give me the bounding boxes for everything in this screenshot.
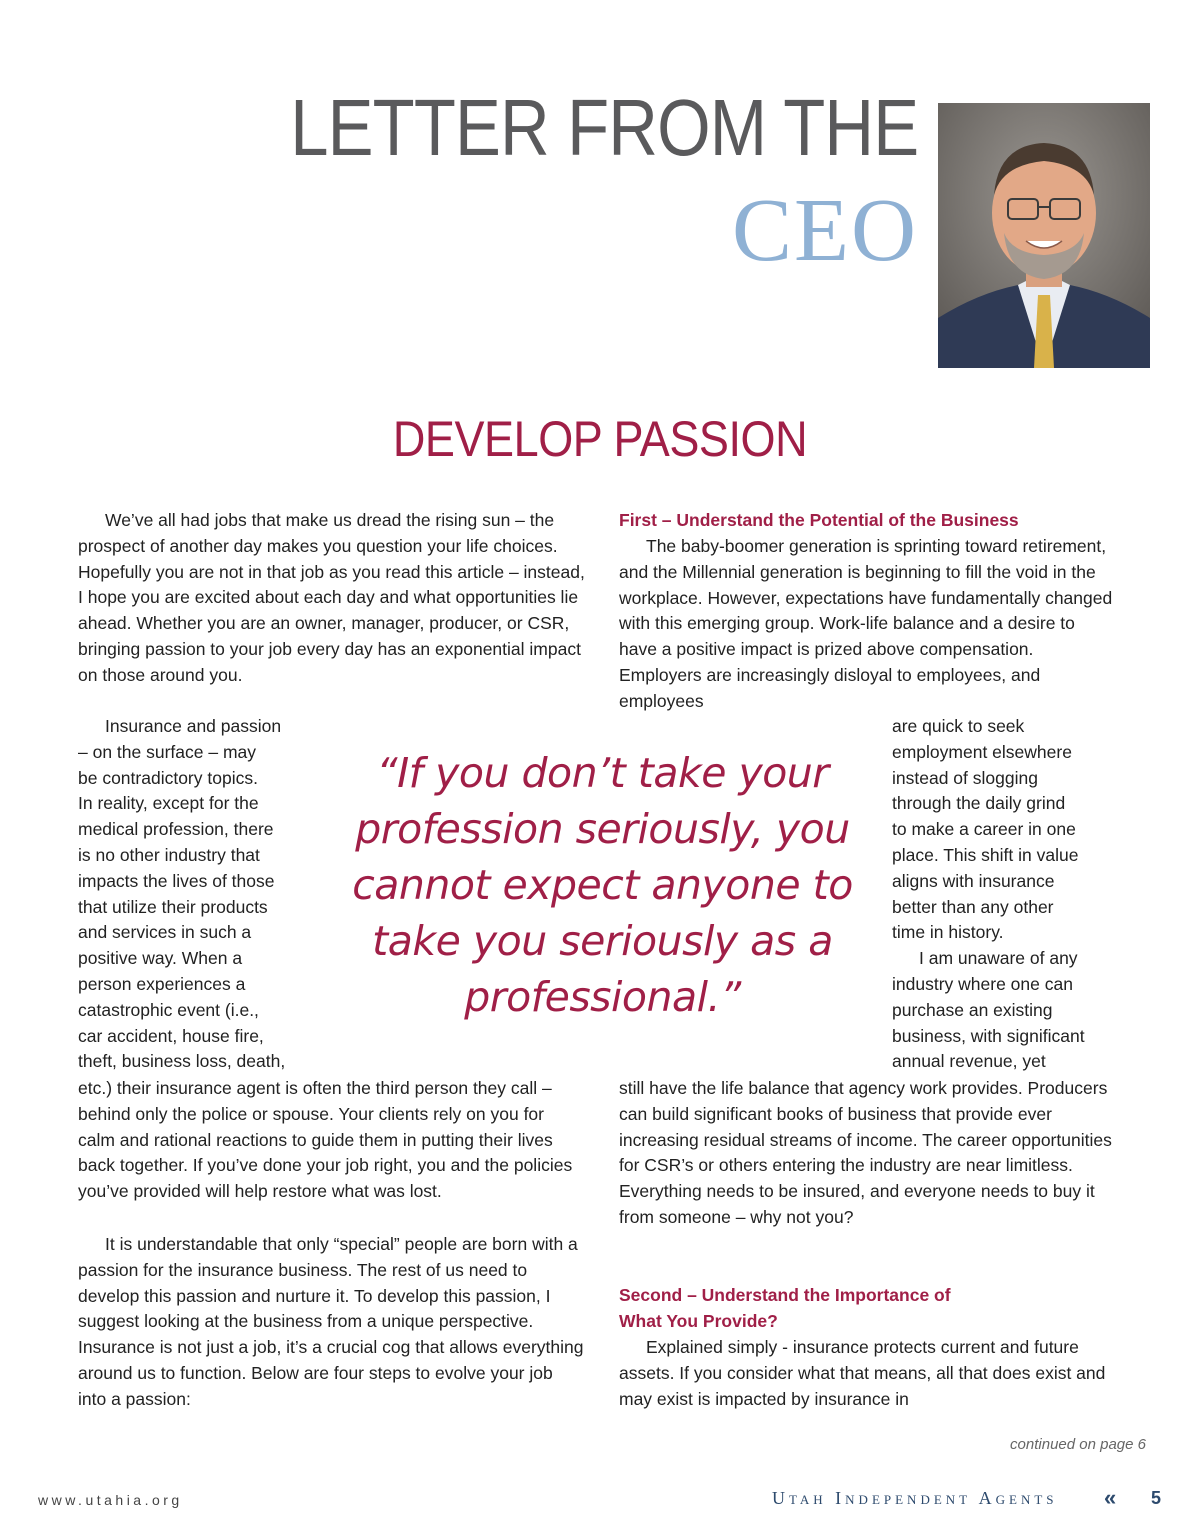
right-p1-line: through the daily grind — [892, 793, 1066, 814]
left-p2-line: and services in such a — [78, 922, 252, 943]
left-paragraph-1: We’ve all had jobs that make us dread the rising sun – the prospect of another day makes you question your life choices. Hopefully you are not in that job as you read this article – instead, I hope you are excited about each day and what opportunities lie ahead. Whether you are an owner, manager, producer, or CSR, bringing passion to your job every day has an exponential impact on those around you. — [78, 510, 585, 685]
right-p1-line: instead of slogging — [892, 767, 1038, 788]
right-p1-line: better than any other — [892, 896, 1054, 917]
article-title: DEVELOP PASSION — [392, 411, 808, 467]
left-p2-line: – on the surface – may — [78, 741, 257, 762]
right-p1-line: place. This shift in value — [892, 844, 1079, 865]
subhead-first: First – Understand the Potential of the Business — [619, 510, 1019, 530]
subhead-second-line1: Second – Understand the Importance of — [619, 1285, 951, 1305]
right-p1-line: aligns with insurance — [892, 870, 1055, 891]
footer-publication-name: Utah Independent Agents — [772, 1488, 1058, 1508]
right-p1-line: are quick to seek — [892, 716, 1025, 736]
left-paragraph-2-continued: etc.) their insurance agent is often the third person they call – behind only the police or spouse. Your clients rely on you for calm and rational reactions to guide them in putting their lives back together. If you’ve done your job right, you and the policies you’ve provided will help restore what was lost. — [78, 1078, 573, 1202]
right-p2-line: annual revenue, yet — [892, 1051, 1046, 1072]
left-p2-line: is no other industry that — [78, 844, 260, 865]
left-p2-line: be contradictory topics. — [78, 767, 258, 788]
left-p2-line: theft, business loss, death, — [78, 1051, 286, 1072]
right-p2-line: industry where one can — [892, 973, 1073, 994]
right-p2-line: I am unaware of any — [919, 948, 1078, 969]
right-p2-line: purchase an existing — [892, 999, 1053, 1020]
right-p1-line: to make a career in one — [892, 819, 1076, 840]
continued-note: continued on page 6 — [1010, 1436, 1146, 1453]
left-p2-line: that utilize their products — [78, 896, 268, 917]
right-paragraph-2-continued: still have the life balance that agency work provides. Producers can build significant books of business that provide ever increasing residual streams of income. The career opportunities for CSR’s or others entering the industry are near limitless. Everything needs to be insured, and everyone needs to buy it from someone – why not you? — [619, 1078, 1112, 1227]
left-p2-line: positive way. When a — [78, 948, 243, 969]
pull-quote: “If you don’t take your profession seriously, you cannot expect anyone to take you seriously as a professional.” — [352, 749, 853, 1021]
footer-double-chevron-icon: « — [1104, 1485, 1117, 1510]
subhead-second-line2: What You Provide? — [619, 1310, 778, 1331]
left-p2-line: impacts the lives of those — [78, 870, 275, 891]
left-p2-line: medical profession, there — [78, 819, 274, 840]
footer-page-number: 5 — [1151, 1488, 1162, 1508]
heading-ceo: CEO — [732, 181, 918, 280]
left-p2-line: car accident, house fire, — [78, 1025, 264, 1046]
subhead-second — [619, 1283, 1119, 1335]
left-p2-line: person experiences a — [78, 973, 246, 994]
left-p2-line: In reality, except for the — [78, 793, 259, 814]
heading-letter-from-the: LETTER FROM THE — [289, 83, 918, 172]
footer-website-url: www.utahia.org — [38, 1492, 183, 1508]
right-paragraph-1-narrow — [892, 714, 1122, 1075]
left-paragraph-3: It is understandable that only “special” people are born with a passion for the insurance business. The rest of us need to develop this passion and nurture it. To develop this passion, I suggest looking at the business from a unique perspective. Insurance is not just a job, it’s a crucial cog that allows everything around us to function. Below are four steps to evolve your job into a passion: — [78, 1234, 584, 1409]
right-p1-line: time in history. — [892, 922, 1004, 943]
ceo-portrait-photo — [938, 103, 1150, 368]
left-paragraph-2-narrow — [78, 714, 323, 1075]
right-p1-line: employment elsewhere — [892, 741, 1072, 762]
left-p2-line: catastrophic event (i.e., — [78, 999, 259, 1020]
right-paragraph-1: The baby-boomer generation is sprinting toward retirement, and the Millennial generation is beginning to fill the void in the workplace. However, expectations have fundamentally changed with this emerging group. Work-life balance and a desire to have a positive impact is prized above compensation. Employers are increasingly disloyal to employees, and employees — [619, 536, 1113, 711]
left-p2-line: Insurance and passion — [105, 716, 282, 736]
right-p2-line: business, with significant — [892, 1025, 1085, 1046]
right-paragraph-3: Explained simply - insurance protects current and future assets. If you consider what that means, all that does exist and may exist is impacted by insurance in — [619, 1337, 1106, 1409]
